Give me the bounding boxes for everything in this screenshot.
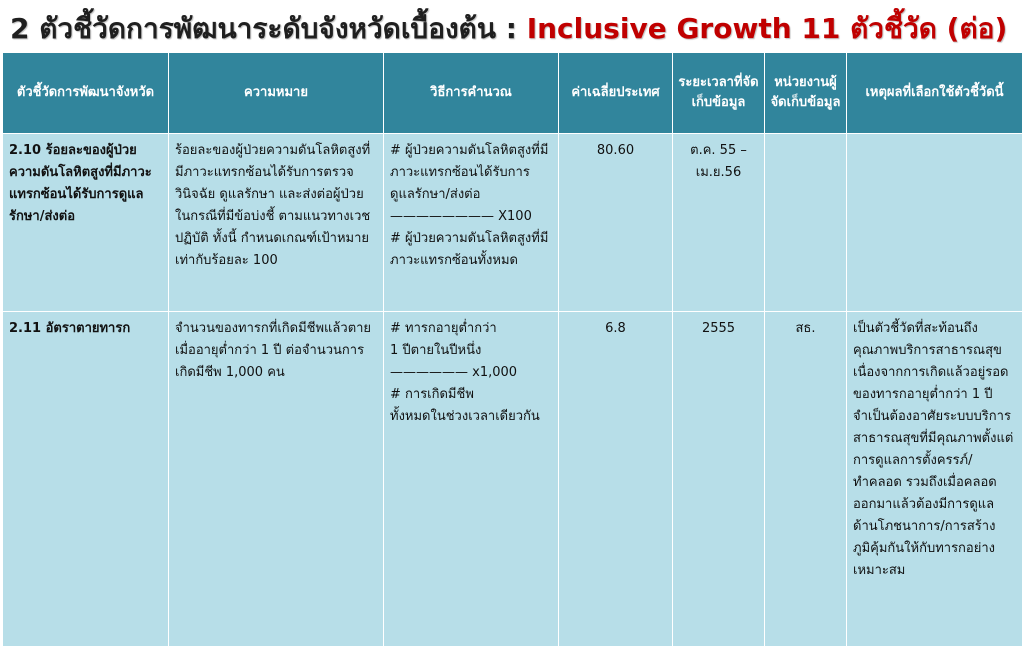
slide-title-main: 2 ตัวชี้วัดการพัฒนาระดับจังหวัดเบื้องต้น : (10, 12, 527, 45)
table-header-row (3, 53, 1023, 134)
indicator-table (2, 52, 1023, 647)
cell-agency (765, 134, 847, 312)
header-meaning: ความหมาย (169, 53, 384, 134)
cell-period: ต.ค. 55 – เม.ย.56 (673, 134, 765, 312)
slide-title-accent: Inclusive Growth 11 ตัวชี้วัด (ต่อ) (526, 12, 1008, 45)
header-period: ระยะเวลาที่จัดเก็บข้อมูล (673, 53, 765, 134)
cell-indicator: 2.10 ร้อยละของผู้ป่วยความดันโลหิตสูงที่มีภาวะแทรกซ้อนได้รับการดูแลรักษา/ส่งต่อ (3, 134, 169, 312)
header-average: ค่าเฉลี่ยประเทศ (559, 53, 673, 134)
cell-indicator: 2.11 อัตราตายทารก (3, 312, 169, 647)
cell-meaning: ร้อยละของผู้ป่วยความดันโลหิตสูงที่มีภาวะแทรกซ้อนได้รับการตรวจวินิจฉัย ดูแลรักษา และส่งต่อผู้ป่วยในกรณีที่มีข้อบ่งชี้ ตามแนวทางเวชปฏิบัติ ทั้งนี้ กำหนดเกณฑ์เป้าหมายเท่ากับร้อยละ 100 (169, 134, 384, 312)
cell-meaning: จำนวนของทารกที่เกิดมีชีพแล้วตายเมื่ออายุต่ำกว่า 1 ปี ต่อจำนวนการเกิดมีชีพ 1,000 คน (169, 312, 384, 647)
cell-reason (847, 134, 1023, 312)
table-row (3, 134, 1023, 312)
cell-calculation: # ผู้ป่วยความดันโลหิตสูงที่มีภาวะแทรกซ้อนได้รับการดูแลรักษา/ส่งต่อ ———————— X100 # ผู้ป่วยความดันโลหิตสูงที่มีภาวะแทรกซ้อนทั้งหมด (384, 134, 559, 312)
cell-agency: สธ. (765, 312, 847, 647)
cell-calculation: # ทารกอายุต่ำกว่า 1 ปีตายในปีหนึ่ง —————— x1,000 # การเกิดมีชีพ ทั้งหมดในช่วงเวลาเดียวกัน (384, 312, 559, 647)
header-agency: หน่วยงานผู้จัดเก็บข้อมูล (765, 53, 847, 134)
cell-average: 80.60 (559, 134, 673, 312)
header-calculation: วิธีการคำนวณ (384, 53, 559, 134)
header-reason: เหตุผลที่เลือกใช้ตัวชี้วัดนี้ (847, 53, 1023, 134)
table-row (3, 312, 1023, 647)
cell-period: 2555 (673, 312, 765, 647)
cell-reason: เป็นตัวชี้วัดที่สะท้อนถึงคุณภาพบริการสาธารณสุข เนื่องจากการเกิดแล้วอยู่รอดของทารกอายุต่ำกว่า 1 ปี จำเป็นต้องอาศัยระบบบริการสาธารณสุขที่มีคุณภาพตั้งแต่การดูแลการตั้งครรภ์/ทำคลอด รวมถึงเมื่อคลอดออกมาแล้วต้องมีการดูแลด้านโภชนาการ/การสร้างภูมิคุ้มกันให้กับทารกอย่างเหมาะสม (847, 312, 1023, 647)
slide-title (10, 8, 1020, 50)
header-indicator: ตัวชี้วัดการพัฒนาจังหวัด (3, 53, 169, 134)
cell-average: 6.8 (559, 312, 673, 647)
